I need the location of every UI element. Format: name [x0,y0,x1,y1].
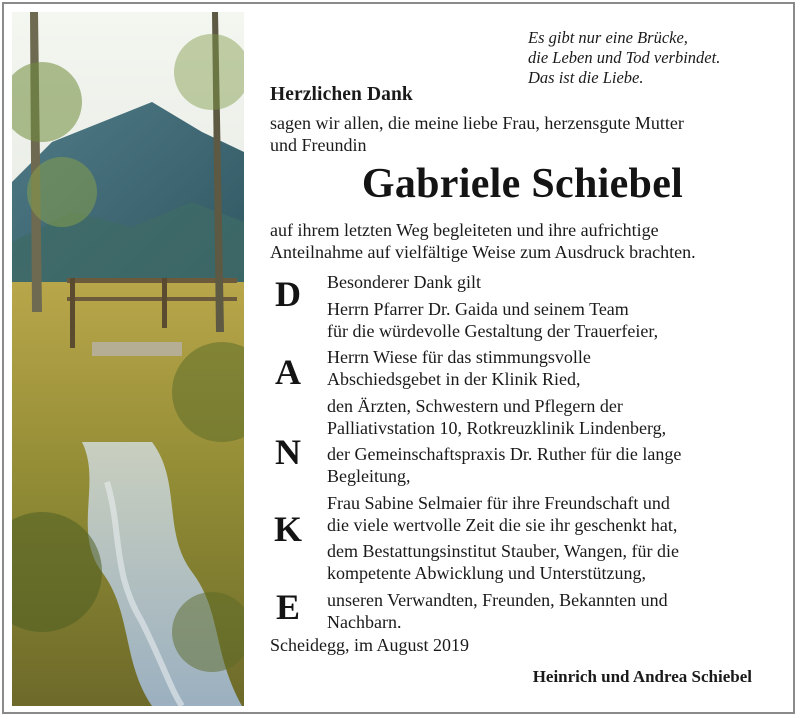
intro-line: sagen wir allen, die meine liebe Frau, herzensgute Mutter [270,113,684,133]
thanks-paragraph [270,219,785,263]
quote-line: Es gibt nur eine Brücke, [528,28,688,47]
paragraph-line: auf ihrem letzten Weg begleiteten und ihre aufrichtige [270,220,659,240]
thanks-entry [327,443,787,487]
thanks-entry [327,540,787,584]
thanks-heading: Herzlichen Dank [270,84,413,105]
intro-line: und Freundin [270,135,367,155]
entry-line: den Ärzten, Schwestern und Pflegern der [327,395,623,416]
memorial-quote [528,28,778,88]
entry-line: dem Bestattungsinstitut Stauber, Wangen, für die [327,541,679,561]
entry-line: Herrn Pfarrer Dr. Gaida und seinem Team [327,298,629,319]
danke-letter-a: A [275,352,301,392]
danke-letter-k: K [273,509,302,549]
entry-line: Begleitung, [327,466,411,486]
danke-letter-d: D [275,274,301,314]
signature: Heinrich und Andrea Schiebel [532,667,752,686]
entry-line: Nachbarn. [327,611,402,632]
thanks-list [327,271,787,637]
quote-line: Das ist die Liebe. [528,68,644,87]
entry-line: Frau Sabine Selmaier für ihre Freundschaft und [327,492,670,513]
entry-line: Herrn Wiese für das stimmungsvolle [327,347,591,367]
danke-letter-e: E [275,587,300,627]
entry-line: unseren Verwandten, Freunden, Bekannten und [327,589,668,610]
thanks-entry [327,346,787,390]
thanks-entry [327,589,787,633]
thanks-entry [327,298,787,342]
entry-line: die viele wertvolle Zeit die sie ihr geschenkt hat, [327,514,678,535]
landscape-photo [12,12,244,706]
quote-line: die Leben und Tod verbindet. [528,48,721,67]
deceased-name: Gabriele Schiebel [361,161,684,207]
entry-line: Besonderer Dank gilt [327,272,481,292]
thanks-entry [327,395,787,439]
danke-letter-n: N [275,432,301,472]
thanks-entry [327,271,787,293]
entry-line: der Gemeinschaftspraxis Dr. Ruther für die lange [327,444,682,464]
entry-line: Abschiedsgebet in der Klinik Ried, [327,369,581,389]
entry-line: für die würdevolle Gestaltung der Trauerfeier, [327,320,659,341]
paragraph-line: Anteilnahme auf vielfältige Weise zum Ausdruck brachten. [270,242,696,262]
entry-line: Palliativstation 10, Rotkreuzklinik Lindenberg, [327,417,667,438]
intro-text [270,112,775,156]
entry-line: kompetente Abwicklung und Unterstützung, [327,563,646,583]
place-date: Scheidegg, im August 2019 [270,635,469,655]
thanks-entry [327,492,787,536]
